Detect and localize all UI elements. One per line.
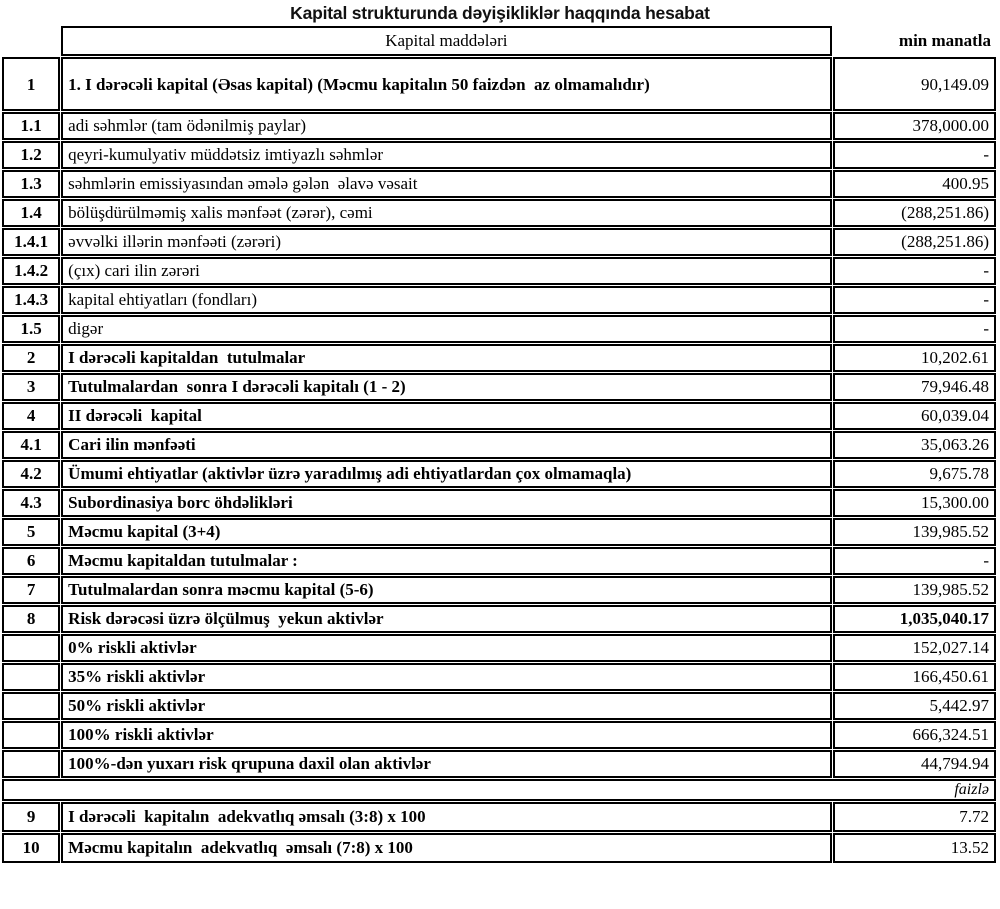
column-header-unit: min manatla (898, 31, 991, 50)
header-blank-cell (2, 26, 60, 56)
row-number: 1.4 (2, 199, 60, 227)
row-label: 100% riskli aktivlər (61, 721, 831, 749)
row-label: Ümumi ehtiyatlar (aktivlər üzrə yaradılmış adi ehtiyatlardan çox olmamaqla) (61, 460, 831, 488)
row-label: I dərəcəli kapitalın adekvatlıq əmsalı (3:8) x 100 (61, 802, 831, 832)
table-row (2, 112, 996, 140)
table-row (2, 344, 996, 372)
table-row (2, 750, 996, 778)
row-label: Cari ilin mənfəəti (61, 431, 831, 459)
row-value: - (833, 257, 997, 285)
row-label: 100%-dən yuxarı risk qrupuna daxil olan aktivlər (61, 750, 831, 778)
table-header-row (2, 26, 996, 56)
table-row (2, 170, 996, 198)
row-number: 1 (2, 57, 60, 111)
table-row (2, 141, 996, 169)
row-number: 4 (2, 402, 60, 430)
capital-structure-table (1, 25, 997, 864)
row-value: 44,794.94 (833, 750, 997, 778)
page-title: Kapital strukturunda dəyişikliklər haqqında hesabat (290, 3, 710, 23)
row-value: 1,035,040.17 (833, 605, 997, 633)
table-row (2, 257, 996, 285)
column-header-items: Kapital maddələri (61, 26, 831, 56)
table-row (2, 518, 996, 546)
table-row (2, 663, 996, 691)
row-number: 5 (2, 518, 60, 546)
table-row (2, 199, 996, 227)
row-label: Tutulmalardan sonra məcmu kapital (5-6) (61, 576, 831, 604)
row-value: 5,442.97 (833, 692, 997, 720)
table-row (2, 402, 996, 430)
row-label: II dərəcəli kapital (61, 402, 831, 430)
row-label: 35% riskli aktivlər (61, 663, 831, 691)
row-label: əvvəlki illərin mənfəəti (zərəri) (61, 228, 831, 256)
row-value: 400.95 (833, 170, 997, 198)
row-label: kapital ehtiyatları (fondları) (61, 286, 831, 314)
row-number (2, 721, 60, 749)
row-number: 1.5 (2, 315, 60, 343)
row-number: 7 (2, 576, 60, 604)
table-row (2, 228, 996, 256)
row-number: 8 (2, 605, 60, 633)
row-number: 1.2 (2, 141, 60, 169)
row-label: adi səhmlər (tam ödənilmiş paylar) (61, 112, 831, 140)
row-label: səhmlərin emissiyasından əmələ gələn əlavə vəsait (61, 170, 831, 198)
percent-note: faizlə (2, 779, 996, 801)
table-row (2, 286, 996, 314)
row-number: 4.1 (2, 431, 60, 459)
row-value: 10,202.61 (833, 344, 997, 372)
row-label: Məcmu kapitaldan tutulmalar : (61, 547, 831, 575)
table-row (2, 547, 996, 575)
row-value: 15,300.00 (833, 489, 997, 517)
row-value: - (833, 141, 997, 169)
row-value: 60,039.04 (833, 402, 997, 430)
row-number: 4.2 (2, 460, 60, 488)
row-value: (288,251.86) (833, 228, 997, 256)
row-label: I dərəcəli kapitaldan tutulmalar (61, 344, 831, 372)
row-value: 139,985.52 (833, 576, 997, 604)
row-number: 9 (2, 802, 60, 832)
row-number: 1.4.3 (2, 286, 60, 314)
row-value: 139,985.52 (833, 518, 997, 546)
row-value: - (833, 547, 997, 575)
row-label: Risk dərəcəsi üzrə ölçülmuş yekun aktivlər (61, 605, 831, 633)
row-value: 13.52 (833, 833, 997, 863)
row-value: 152,027.14 (833, 634, 997, 662)
row-value: 166,450.61 (833, 663, 997, 691)
table-row (2, 373, 996, 401)
row-value: - (833, 315, 997, 343)
row-number: 1.1 (2, 112, 60, 140)
row-number: 10 (2, 833, 60, 863)
table-row (2, 576, 996, 604)
row-label: (çıx) cari ilin zərəri (61, 257, 831, 285)
table-row (2, 605, 996, 633)
row-label: digər (61, 315, 831, 343)
row-number: 2 (2, 344, 60, 372)
row-number (2, 663, 60, 691)
percent-note-row (2, 779, 996, 801)
row-value: 35,063.26 (833, 431, 997, 459)
row-value: 79,946.48 (833, 373, 997, 401)
table-row (2, 692, 996, 720)
row-number: 1.3 (2, 170, 60, 198)
row-number (2, 634, 60, 662)
row-value: 7.72 (833, 802, 997, 832)
row-label: Tutulmalardan sonra I dərəcəli kapitalı (1 - 2) (61, 373, 831, 401)
row-number (2, 750, 60, 778)
row-label: 0% riskli aktivlər (61, 634, 831, 662)
row-value: (288,251.86) (833, 199, 997, 227)
table-row (2, 634, 996, 662)
row-number: 3 (2, 373, 60, 401)
row-value: - (833, 286, 997, 314)
table-row (2, 833, 996, 863)
row-label: 50% riskli aktivlər (61, 692, 831, 720)
table-row (2, 721, 996, 749)
row-value: 90,149.09 (833, 57, 997, 111)
row-label: bölüşdürülməmiş xalis mənfəət (zərər), cəmi (61, 199, 831, 227)
row-number: 6 (2, 547, 60, 575)
row-value: 666,324.51 (833, 721, 997, 749)
table-row (2, 489, 996, 517)
row-label: 1. I dərəcəli kapital (Əsas kapital) (Məcmu kapitalın 50 faizdən az olmamalıdır) (61, 57, 831, 111)
row-label: Subordinasiya borc öhdəlikləri (61, 489, 831, 517)
table-row (2, 315, 996, 343)
row-value: 9,675.78 (833, 460, 997, 488)
row-label: Məcmu kapitalın adekvatlıq əmsalı (7:8) x 100 (61, 833, 831, 863)
table-row (2, 802, 996, 832)
row-number: 4.3 (2, 489, 60, 517)
row-value: 378,000.00 (833, 112, 997, 140)
table-row (2, 57, 996, 111)
table-row (2, 431, 996, 459)
row-label: Məcmu kapital (3+4) (61, 518, 831, 546)
row-label: qeyri-kumulyativ müddətsiz imtiyazlı səhmlər (61, 141, 831, 169)
row-number: 1.4.1 (2, 228, 60, 256)
table-row (2, 460, 996, 488)
row-number: 1.4.2 (2, 257, 60, 285)
row-number (2, 692, 60, 720)
